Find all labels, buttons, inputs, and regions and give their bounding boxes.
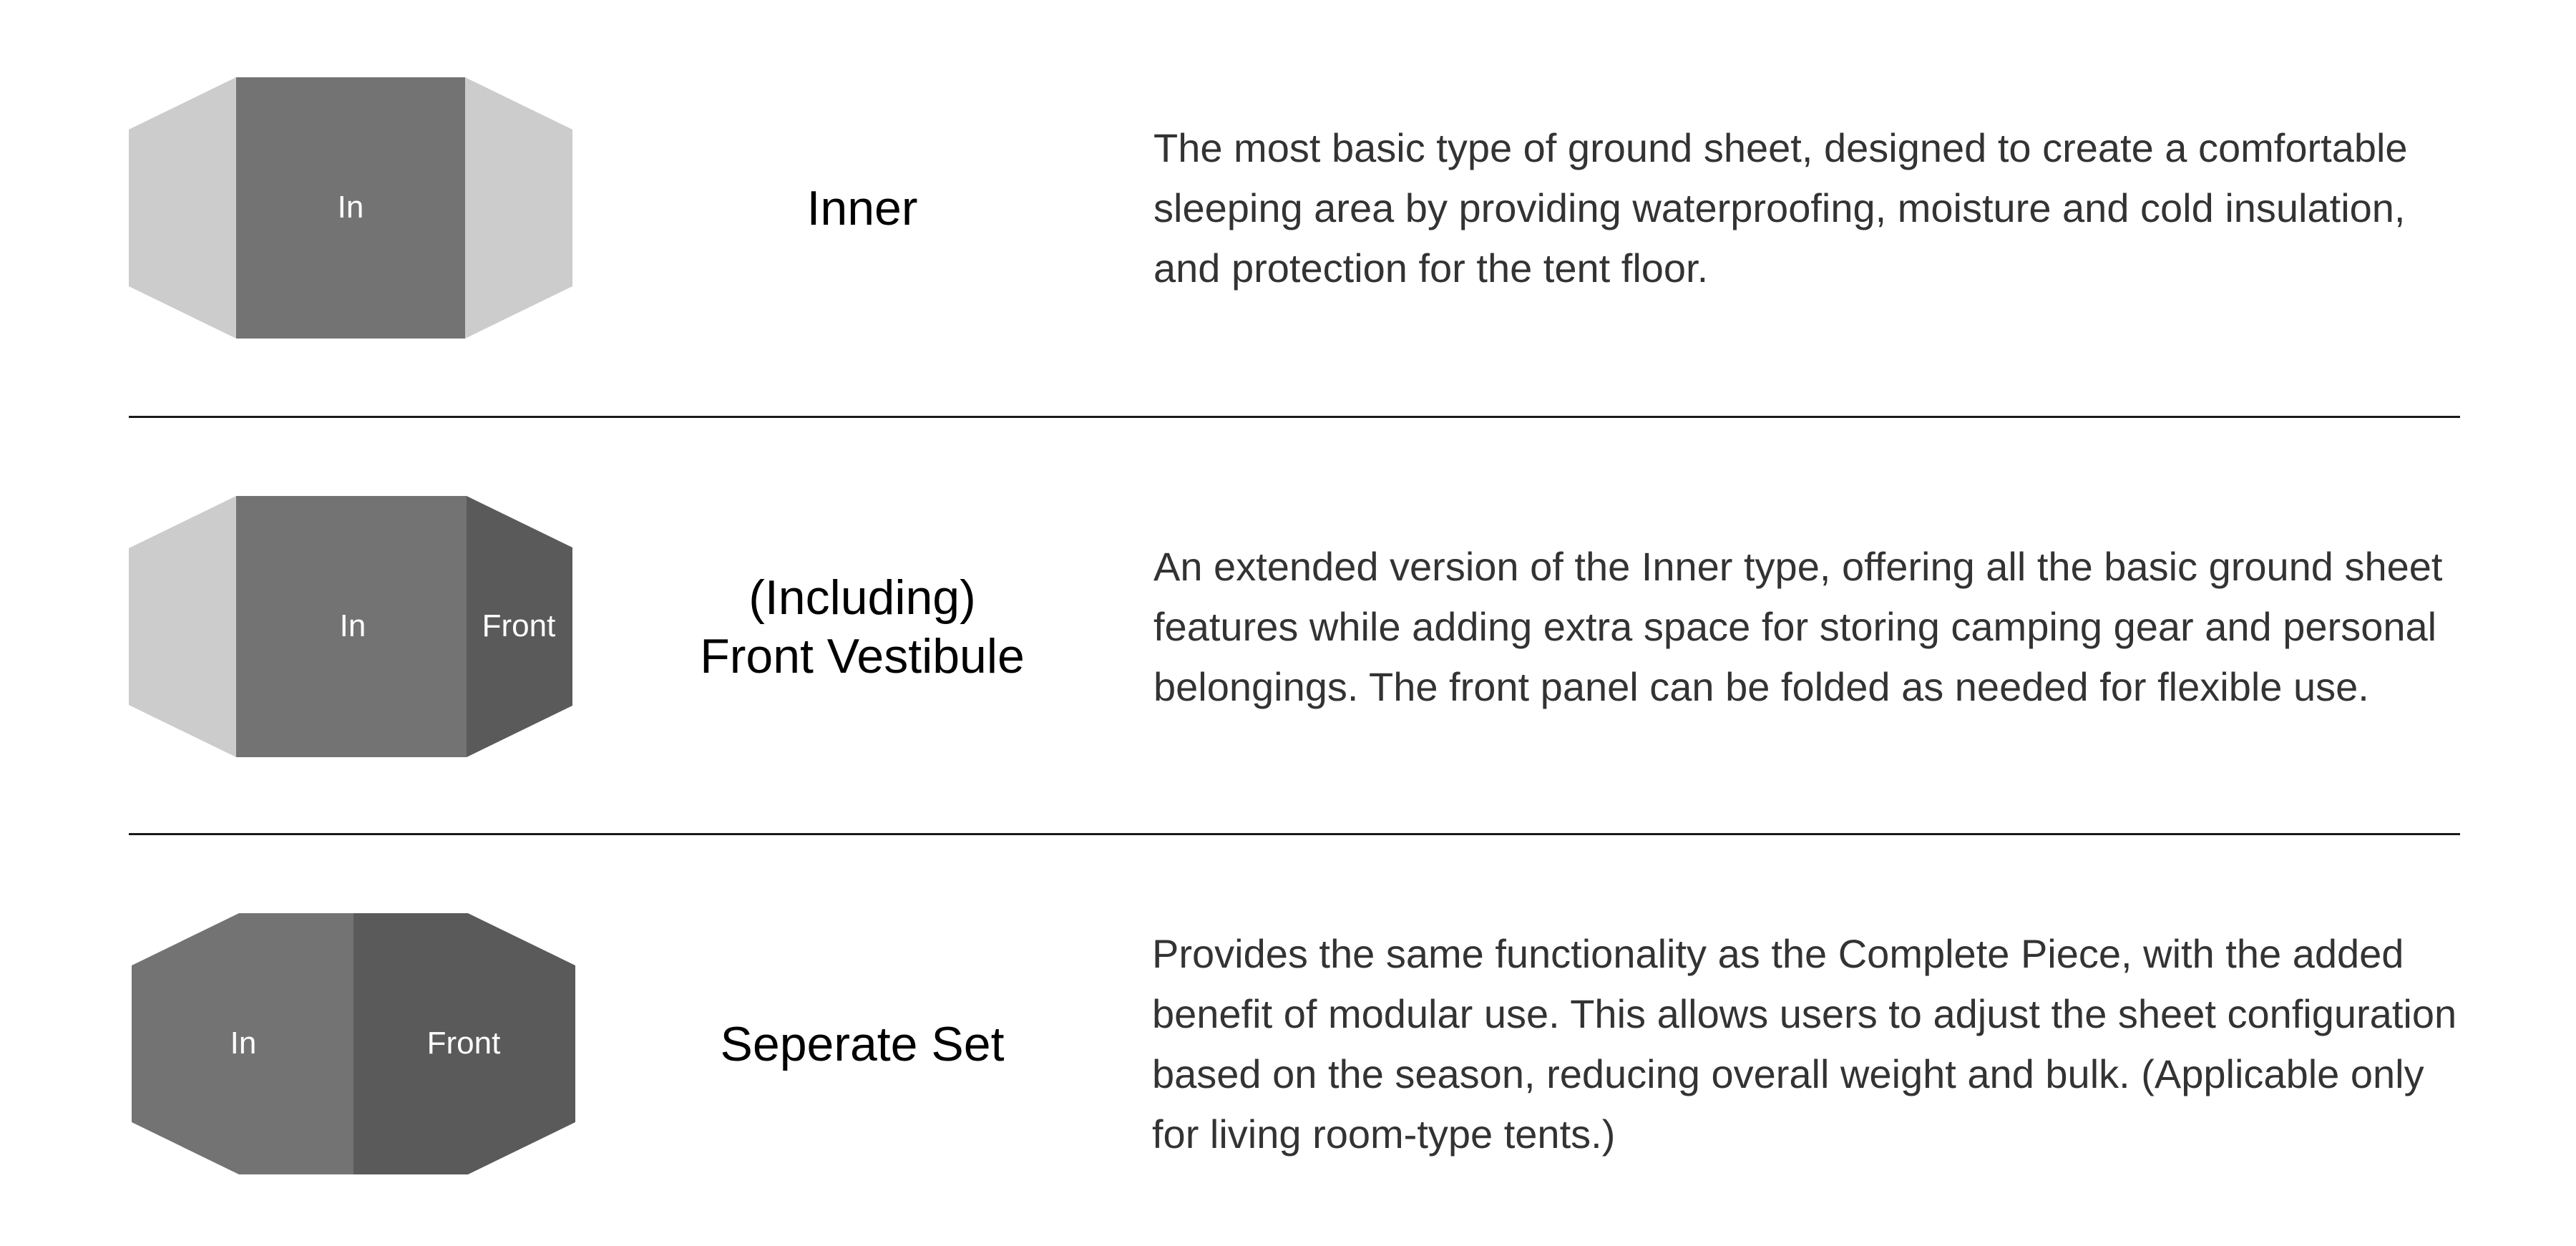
in-label: In xyxy=(337,190,364,225)
left-side-panel xyxy=(129,496,236,757)
left-side-panel xyxy=(129,77,236,339)
type-title xyxy=(630,179,1095,238)
type-title-line: Seperate Set xyxy=(720,1016,1005,1071)
front-label: Front xyxy=(426,1026,501,1061)
row-divider xyxy=(129,416,2460,418)
type-title-line-1: (Including) xyxy=(748,570,976,625)
type-description: An extended version of the Inner type, offering all the basic ground sheet features while adding extra space for storing camping gear and personal belongings. The front panel can be folded as needed for flexible use. xyxy=(1153,543,2443,709)
row-front-vestibule xyxy=(0,496,2576,757)
inner-sheet-diagram xyxy=(129,77,572,339)
front-vestibule-diagram xyxy=(129,496,572,757)
front-label: Front xyxy=(482,608,556,643)
type-title-line: Inner xyxy=(806,180,918,235)
in-label: In xyxy=(339,608,366,643)
type-description: The most basic type of ground sheet, designed to create a comfortable sleeping area by providing waterproofing, moisture and cold insulation, and protection for the tent floor. xyxy=(1153,125,2408,291)
separate-set-svg xyxy=(132,913,575,1174)
type-title xyxy=(630,568,1095,686)
right-side-panel xyxy=(465,77,572,339)
separate-set-diagram xyxy=(132,913,575,1174)
type-title xyxy=(630,1015,1095,1074)
type-title-line-2: Front Vestibule xyxy=(700,628,1025,683)
row-inner xyxy=(0,77,2576,339)
row-separate-set xyxy=(0,913,2576,1174)
row-divider xyxy=(129,833,2460,835)
in-label: In xyxy=(230,1026,257,1061)
type-description: Provides the same functionality as the Complete Piece, with the added benefit of modular use. This allows users to adjust the sheet configuration based on the season, reducing overall weight and bulk. (Applicable only for living room-type tents.) xyxy=(1152,930,2457,1157)
